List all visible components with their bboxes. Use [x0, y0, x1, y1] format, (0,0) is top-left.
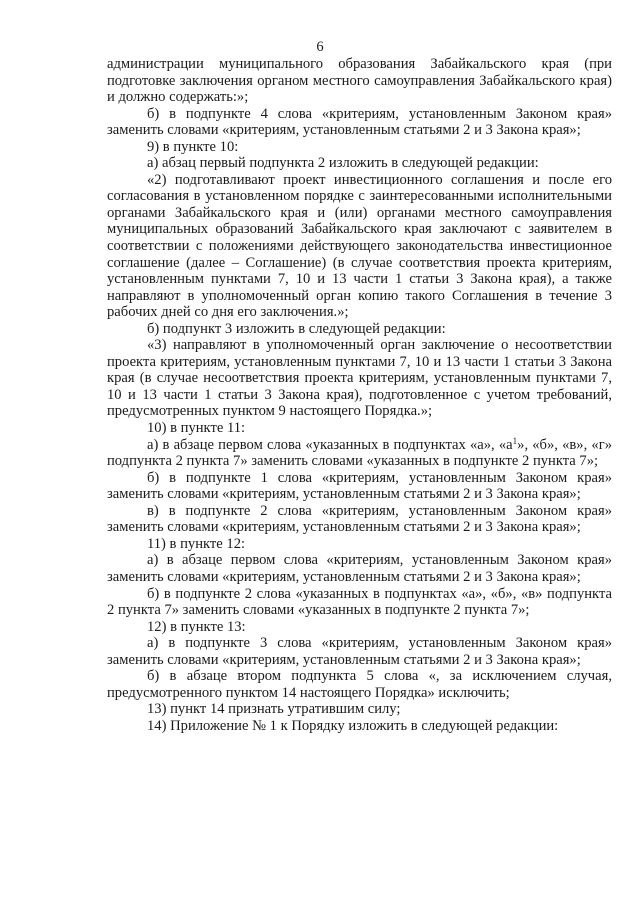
paragraph: 9) в пункте 10:: [147, 138, 239, 155]
paragraph: а) абзац первый подпункта 2 изложить в следующей редакции:: [147, 155, 539, 172]
paragraph: б) подпункт 3 изложить в следующей редакции:: [147, 320, 446, 337]
paragraph: 10) в пункте 11:: [147, 420, 246, 437]
paragraph-text-part: », «б», «в», «г» подпункта 2 пункта 7» заменить словами «указанных в подпункте 2 пункта 7»;: [107, 436, 612, 470]
paragraph: б) в подпункте 1 слова «критериям, установленным Законом края» заменить словами «критериям, установленным статьями 2 и 3 Закона края»;: [107, 469, 612, 503]
page-number: 6: [316, 39, 324, 55]
paragraph: 11) в пункте 12:: [147, 535, 246, 552]
paragraph: администрации муниципального образования Забайкальского края (при подготовке заключения органом местного самоуправления Забайкальского края) и должно содержать:»;: [107, 56, 612, 106]
paragraph: а) в подпункте 3 слова «критериям, установленным Законом края» заменить словами «критериям, установленным статьями 2 и 3 Закона края»;: [107, 635, 612, 668]
paragraph: в) в подпункте 2 слова «критериям, установленным Законом края» заменить словами «критериям, установленным статьями 2 и 3 Закона края»;: [107, 502, 612, 536]
paragraph: «2) подготавливают проект инвестиционного соглашения и после его согласования в установленном порядке с заинтересованными исполнительными органами Забайкальского края и (или) органами местного самоуправления муниципальных образований Забайкальского края заключают с заявителем в соответствии с положениями действующего законодательства инвестиционное соглашение (далее – Соглашение) (в случае соответствия проекта критериям, установленным пунктами 7, 10 и 13 части 1 статьи 3 Закона края), а также направляют в уполномоченный орган копию такого Соглашения в течение 3 рабочих дней со дня его заключения.»;: [107, 171, 612, 321]
paragraph-with-superscript: [107, 437, 612, 470]
document-body: [107, 56, 612, 734]
paragraph: б) в подпункте 4 слова «критериям, установленным Законом края» заменить словами «критериям, установленным статьями 2 и 3 Закона края»;: [107, 105, 612, 139]
paragraph: б) в подпункте 2 слова «указанных в подпунктах «а», «б», «в» подпункта 2 пункта 7» заменить словами «указанных в подпункте 2 пункта 7»;: [107, 585, 612, 619]
paragraph: 14) Приложение № 1 к Порядку изложить в следующей редакции:: [147, 717, 559, 734]
paragraph: 12) в пункте 13:: [147, 618, 246, 635]
paragraph: 13) пункт 14 признать утратившим силу;: [147, 701, 401, 718]
superscript: 1: [512, 435, 518, 446]
paragraph: а) в абзаце первом слова «критериям, установленным Законом края» заменить словами «критериям, установленным статьями 2 и 3 Закона края»;: [107, 552, 612, 585]
paragraph-text-part: а) в абзаце первом слова «указанных в подпунктах «а», «а: [147, 436, 513, 453]
paragraph: «3) направляют в уполномоченный орган заключение о несоответствии проекта критериям, установленным пунктами 7, 10 и 13 части 1 статьи 3 Закона края (в случае несоответствия проекта критериям, установленным пунктами 7, 10 и 13 части 1 статьи 3 Закона края), подготовленное с учетом требований, предусмотренных пунктом 9 настоящего Порядка.»;: [107, 337, 612, 420]
paragraph: б) в абзаце втором подпункта 5 слова «, за исключением случая, предусмотренного пунктом 14 настоящего Порядка» исключить;: [107, 668, 612, 701]
